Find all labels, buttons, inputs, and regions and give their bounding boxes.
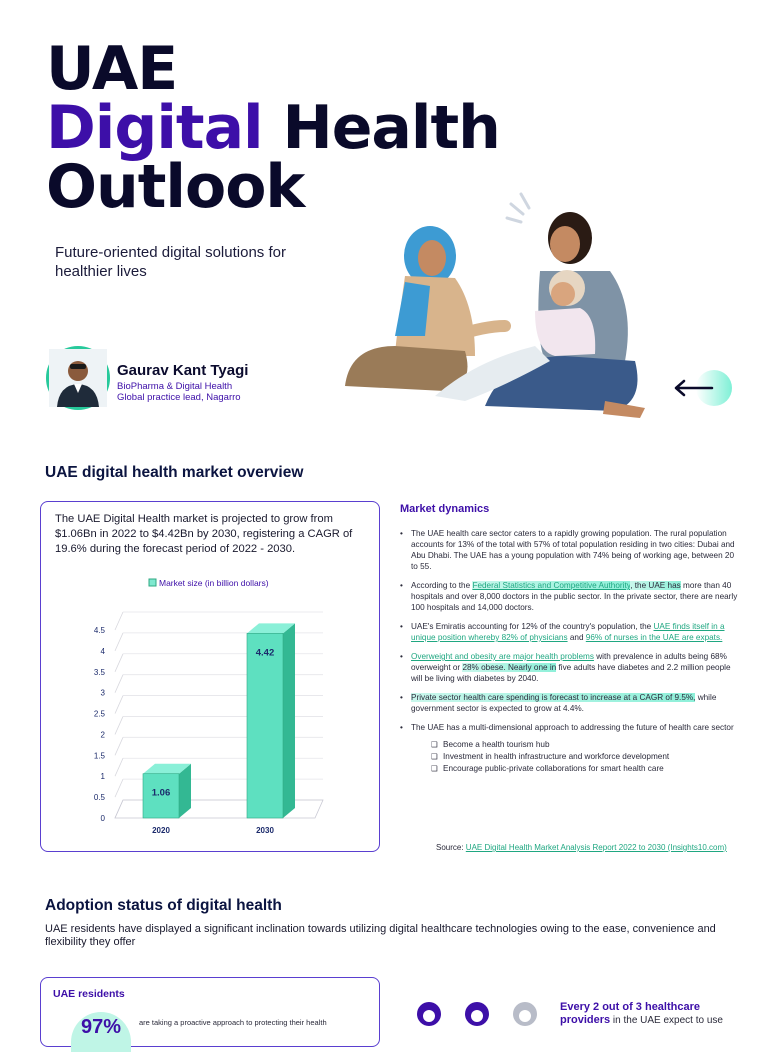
- bar-side: [283, 623, 295, 818]
- market-section-title: UAE digital health market overview: [45, 464, 304, 481]
- person-icon: [513, 1002, 537, 1026]
- adoption-section-title: Adoption status of digital health: [45, 897, 282, 914]
- bullet2-highlight: , the UAE has: [630, 581, 681, 590]
- y-tick-label: 2.5: [93, 709, 105, 719]
- market-dynamics-title: Market dynamics: [400, 503, 490, 515]
- author-avatar: [46, 346, 110, 410]
- residents-title: UAE residents: [53, 988, 125, 1000]
- author-role-line-1: BioPharma & Digital Health: [117, 381, 233, 392]
- sub-list-item: [431, 739, 740, 750]
- arrow-left-icon[interactable]: [668, 368, 732, 408]
- bullet2-rest: more than 40 hospitals and over 8,000 doctors in the public sector. In the private sector, there are nearly 100 hospitals and 14,000 doctors.: [411, 581, 738, 612]
- bullet5-highlight: Private sector health care spending is forecast to increase at a CAGR of 9.5%,: [411, 693, 696, 702]
- market-summary: The UAE Digital Health market is projected to grow from $1.06Bn in 2022 to $4.42Bn by 2030, registering a CAGR of 19.6% during the forecast period of 2022 - 2030.: [55, 513, 353, 555]
- gridline-diagonal: [115, 779, 123, 797]
- providers-stat: [560, 1001, 750, 1027]
- y-tick-label: 0: [100, 814, 105, 823]
- x-tick-label: 2020: [152, 826, 170, 835]
- bar: [247, 633, 283, 818]
- bullet3-prefix: UAE's Emiratis accounting for 12% of the country's population, the: [411, 622, 654, 631]
- market-chart-panel: [40, 501, 380, 852]
- gridline-diagonal: [115, 737, 123, 755]
- residents-percent: 97%: [71, 1012, 131, 1052]
- source-label: Source:: [436, 843, 466, 852]
- person-icon: [417, 1002, 441, 1026]
- sub-item-text: Become a health tourism hub: [443, 740, 550, 749]
- sub-item-text: Encourage public-private collaborations for smart health care: [443, 764, 664, 773]
- list-item: [400, 692, 740, 714]
- title-digital: Digital: [46, 93, 263, 163]
- y-tick-label: 4: [100, 646, 105, 656]
- bullet5-rest: while government sector is expected to grow at 4.4%.: [411, 693, 717, 713]
- bar-value-label: 4.42: [255, 647, 275, 659]
- bullet4-rest: five adults have diabetes and 2.2 million people will be living with diabetes by 2040.: [411, 663, 731, 683]
- y-tick-label: 0.5: [93, 793, 105, 803]
- sub-item-text: Investment in health infrastructure and workforce development: [443, 752, 670, 761]
- gridline-diagonal: [115, 696, 123, 714]
- sub-list-item: [431, 763, 740, 774]
- author-role-line-2: Global practice lead, Nagarro: [117, 392, 241, 403]
- market-dynamics-list: [400, 528, 740, 782]
- y-tick-label: 4.5: [93, 626, 105, 635]
- gridline-diagonal: [115, 612, 123, 630]
- sub-list-item: [431, 751, 740, 762]
- people-icons: [414, 1000, 544, 1030]
- family-hero-image: [335, 186, 655, 431]
- residents-panel: [40, 977, 380, 1047]
- person-photo-icon: [49, 349, 107, 407]
- title-line-2: [46, 93, 500, 163]
- author-name: Gaurav Kant Tyagi: [117, 362, 249, 379]
- bullet2-prefix: According to the: [411, 581, 473, 590]
- list-item: [400, 722, 740, 774]
- author-role: [117, 381, 337, 403]
- y-tick-label: 3: [100, 688, 105, 698]
- person-icon: [465, 1002, 489, 1026]
- subtitle: Future-oriented digital solutions for healthier lives: [55, 244, 286, 280]
- legend-swatch: [149, 579, 156, 586]
- list-item: • The UAE health care sector caters to a rapidly growing population. The rural population accounts for 13% of the total with 57% of total population residing in two cities: Dubai and Abu Dhabi. The UAE has a young population with 74% being of working age, between 20 to 55.: [400, 528, 740, 572]
- legend-label: Market size (in billion dollars): [159, 578, 269, 588]
- title-line-1: UAE: [46, 34, 178, 104]
- providers-stat-bold: Every 2 out of 3 healthcare providers: [560, 1001, 700, 1026]
- title-health: Health: [262, 93, 500, 163]
- fcsa-link[interactable]: Federal Statistics and Competitive Authority: [472, 581, 631, 590]
- adoption-intro: UAE residents have displayed a significant inclination towards utilizing digital healthcare technologies owing to the ease, convenience and flexibility they offer: [45, 923, 716, 948]
- list-item: [400, 621, 740, 643]
- gridline-diagonal: [115, 633, 123, 651]
- obesity-link[interactable]: Overweight and obesity are major health problems: [411, 652, 594, 661]
- bullet3-mid: and: [567, 633, 586, 642]
- market-size-chart: [41, 562, 379, 852]
- y-tick-label: 1: [100, 772, 105, 782]
- source-note: [436, 843, 727, 852]
- bullet4-highlight: 28% obese. Nearly one in: [462, 663, 557, 672]
- approach-list: [411, 739, 740, 774]
- y-tick-label: 1.5: [93, 751, 105, 761]
- gridline-diagonal: [115, 716, 123, 734]
- physicians-link[interactable]: UAE finds itself in a unique position whereby 82% of physicians: [411, 622, 725, 642]
- y-tick-label: 2: [100, 730, 105, 740]
- gridline-diagonal: [115, 654, 123, 672]
- gridline-diagonal: [115, 758, 123, 776]
- y-tick-label: 3.5: [93, 667, 105, 677]
- title-line-3: Outlook: [46, 152, 305, 222]
- source-link[interactable]: UAE Digital Health Market Analysis Report 2022 to 2030 (Insights10.com): [465, 843, 727, 852]
- providers-stat-rest: in the UAE expect to use: [610, 1015, 723, 1026]
- x-tick-label: 2030: [256, 826, 274, 835]
- bullet6-text: The UAE has a multi-dimensional approach to addressing the future of health care sector: [411, 723, 734, 732]
- list-item: [400, 580, 740, 613]
- bar-value-label: 1.06: [151, 787, 171, 799]
- list-item: [400, 651, 740, 684]
- bullet4-mid: with prevalence in adults being 68% overweight or: [411, 652, 727, 672]
- residents-text: are taking a proactive approach to protecting their health: [139, 1018, 327, 1027]
- gridline-diagonal: [115, 675, 123, 693]
- nurses-link[interactable]: 96% of nurses in the UAE are expats.: [585, 633, 723, 642]
